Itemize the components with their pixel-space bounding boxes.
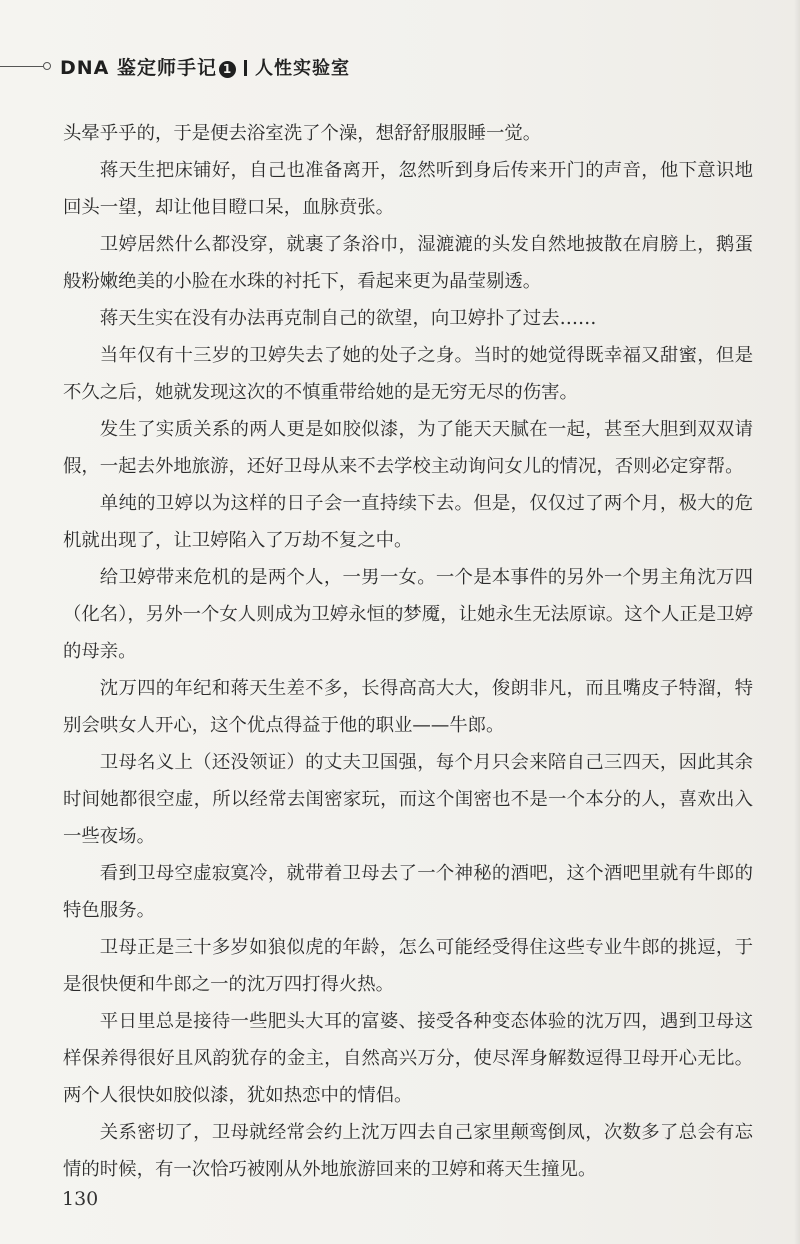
book-title: DNA 鉴定师手记 xyxy=(60,57,217,79)
paragraph: 卫母正是三十多岁如狼似虎的年龄，怎么可能经受得住这些专业牛郎的挑逗，于是很快便和牛郎之一的沈万四打得火热。 xyxy=(63,937,753,995)
header-title-group xyxy=(60,53,350,80)
page-edge-shadow xyxy=(794,0,800,1244)
paragraph: 头晕乎乎的，于是便去浴室洗了个澡，想舒舒服服睡一觉。 xyxy=(63,123,542,144)
page-number: 130 xyxy=(62,1188,99,1210)
paragraph: 沈万四的年纪和蒋天生差不多，长得高高大大，俊朗非凡，而且嘴皮子特溜，特别会哄女人开心，这个优点得益于他的职业——牛郎。 xyxy=(63,678,753,736)
header-separator-bar xyxy=(244,60,247,76)
paragraph: 关系密切了，卫母就经常会约上沈万四去自己家里颠鸾倒凤，次数多了总会有忘情的时候，有一次恰巧被刚从外地旅游回来的卫婷和蒋天生撞见。 xyxy=(63,1122,753,1180)
body-text xyxy=(63,115,753,1188)
paragraph: 当年仅有十三岁的卫婷失去了她的处子之身。当时的她觉得既幸福又甜蜜，但是不久之后，她就发现这次的不慎重带给她的是无穷无尽的伤害。 xyxy=(63,345,753,403)
paragraph: 给卫婷带来危机的是两个人，一男一女。一个是本事件的另外一个男主角沈万四（化名），另外一个女人则成为卫婷永恒的梦魇，让她永生无法原谅。这个人正是卫婷的母亲。 xyxy=(63,567,753,662)
paragraph: 单纯的卫婷以为这样的日子会一直持续下去。但是，仅仅过了两个月，极大的危机就出现了，让卫婷陷入了万劫不复之中。 xyxy=(63,493,753,551)
paragraph: 看到卫母空虚寂寞冷，就带着卫母去了一个神秘的酒吧，这个酒吧里就有牛郎的特色服务。 xyxy=(63,863,753,921)
header-circle-ornament xyxy=(43,62,51,70)
paragraph: 卫母名义上（还没领证）的丈夫卫国强，每个月只会来陪自己三四天，因此其余时间她都很空虚，所以经常去闺密家玩，而这个闺密也不是一个本分的人，喜欢出入一些夜场。 xyxy=(63,752,753,847)
paragraph: 蒋天生实在没有办法再克制自己的欲望，向卫婷扑了过去…… xyxy=(99,308,597,329)
header-rule-line xyxy=(0,66,44,67)
paragraph: 蒋天生把床铺好，自己也准备离开，忽然听到身后传来开门的声音，他下意识地回头一望，却让他目瞪口呆，血脉贲张。 xyxy=(63,160,753,218)
running-header xyxy=(0,50,800,84)
paragraph: 发生了实质关系的两人更是如胶似漆，为了能天天腻在一起，甚至大胆到双双请假，一起去外地旅游，还好卫母从来不去学校主动询问女儿的情况，否则必定穿帮。 xyxy=(63,419,753,477)
book-subtitle: 人性实验室 xyxy=(255,58,350,79)
paragraph: 卫婷居然什么都没穿，就裹了条浴巾，湿漉漉的头发自然地披散在肩膀上，鹅蛋般粉嫩绝美的小脸在水珠的衬托下，看起来更为晶莹剔透。 xyxy=(63,234,753,292)
volume-badge: 1 xyxy=(219,61,236,78)
paragraph: 平日里总是接待一些肥头大耳的富婆、接受各种变态体验的沈万四，遇到卫母这样保养得很好且风韵犹存的金主，自然高兴万分，使尽浑身解数逗得卫母开心无比。两个人很快如胶似漆，犹如热恋中的情侣。 xyxy=(63,1011,753,1106)
